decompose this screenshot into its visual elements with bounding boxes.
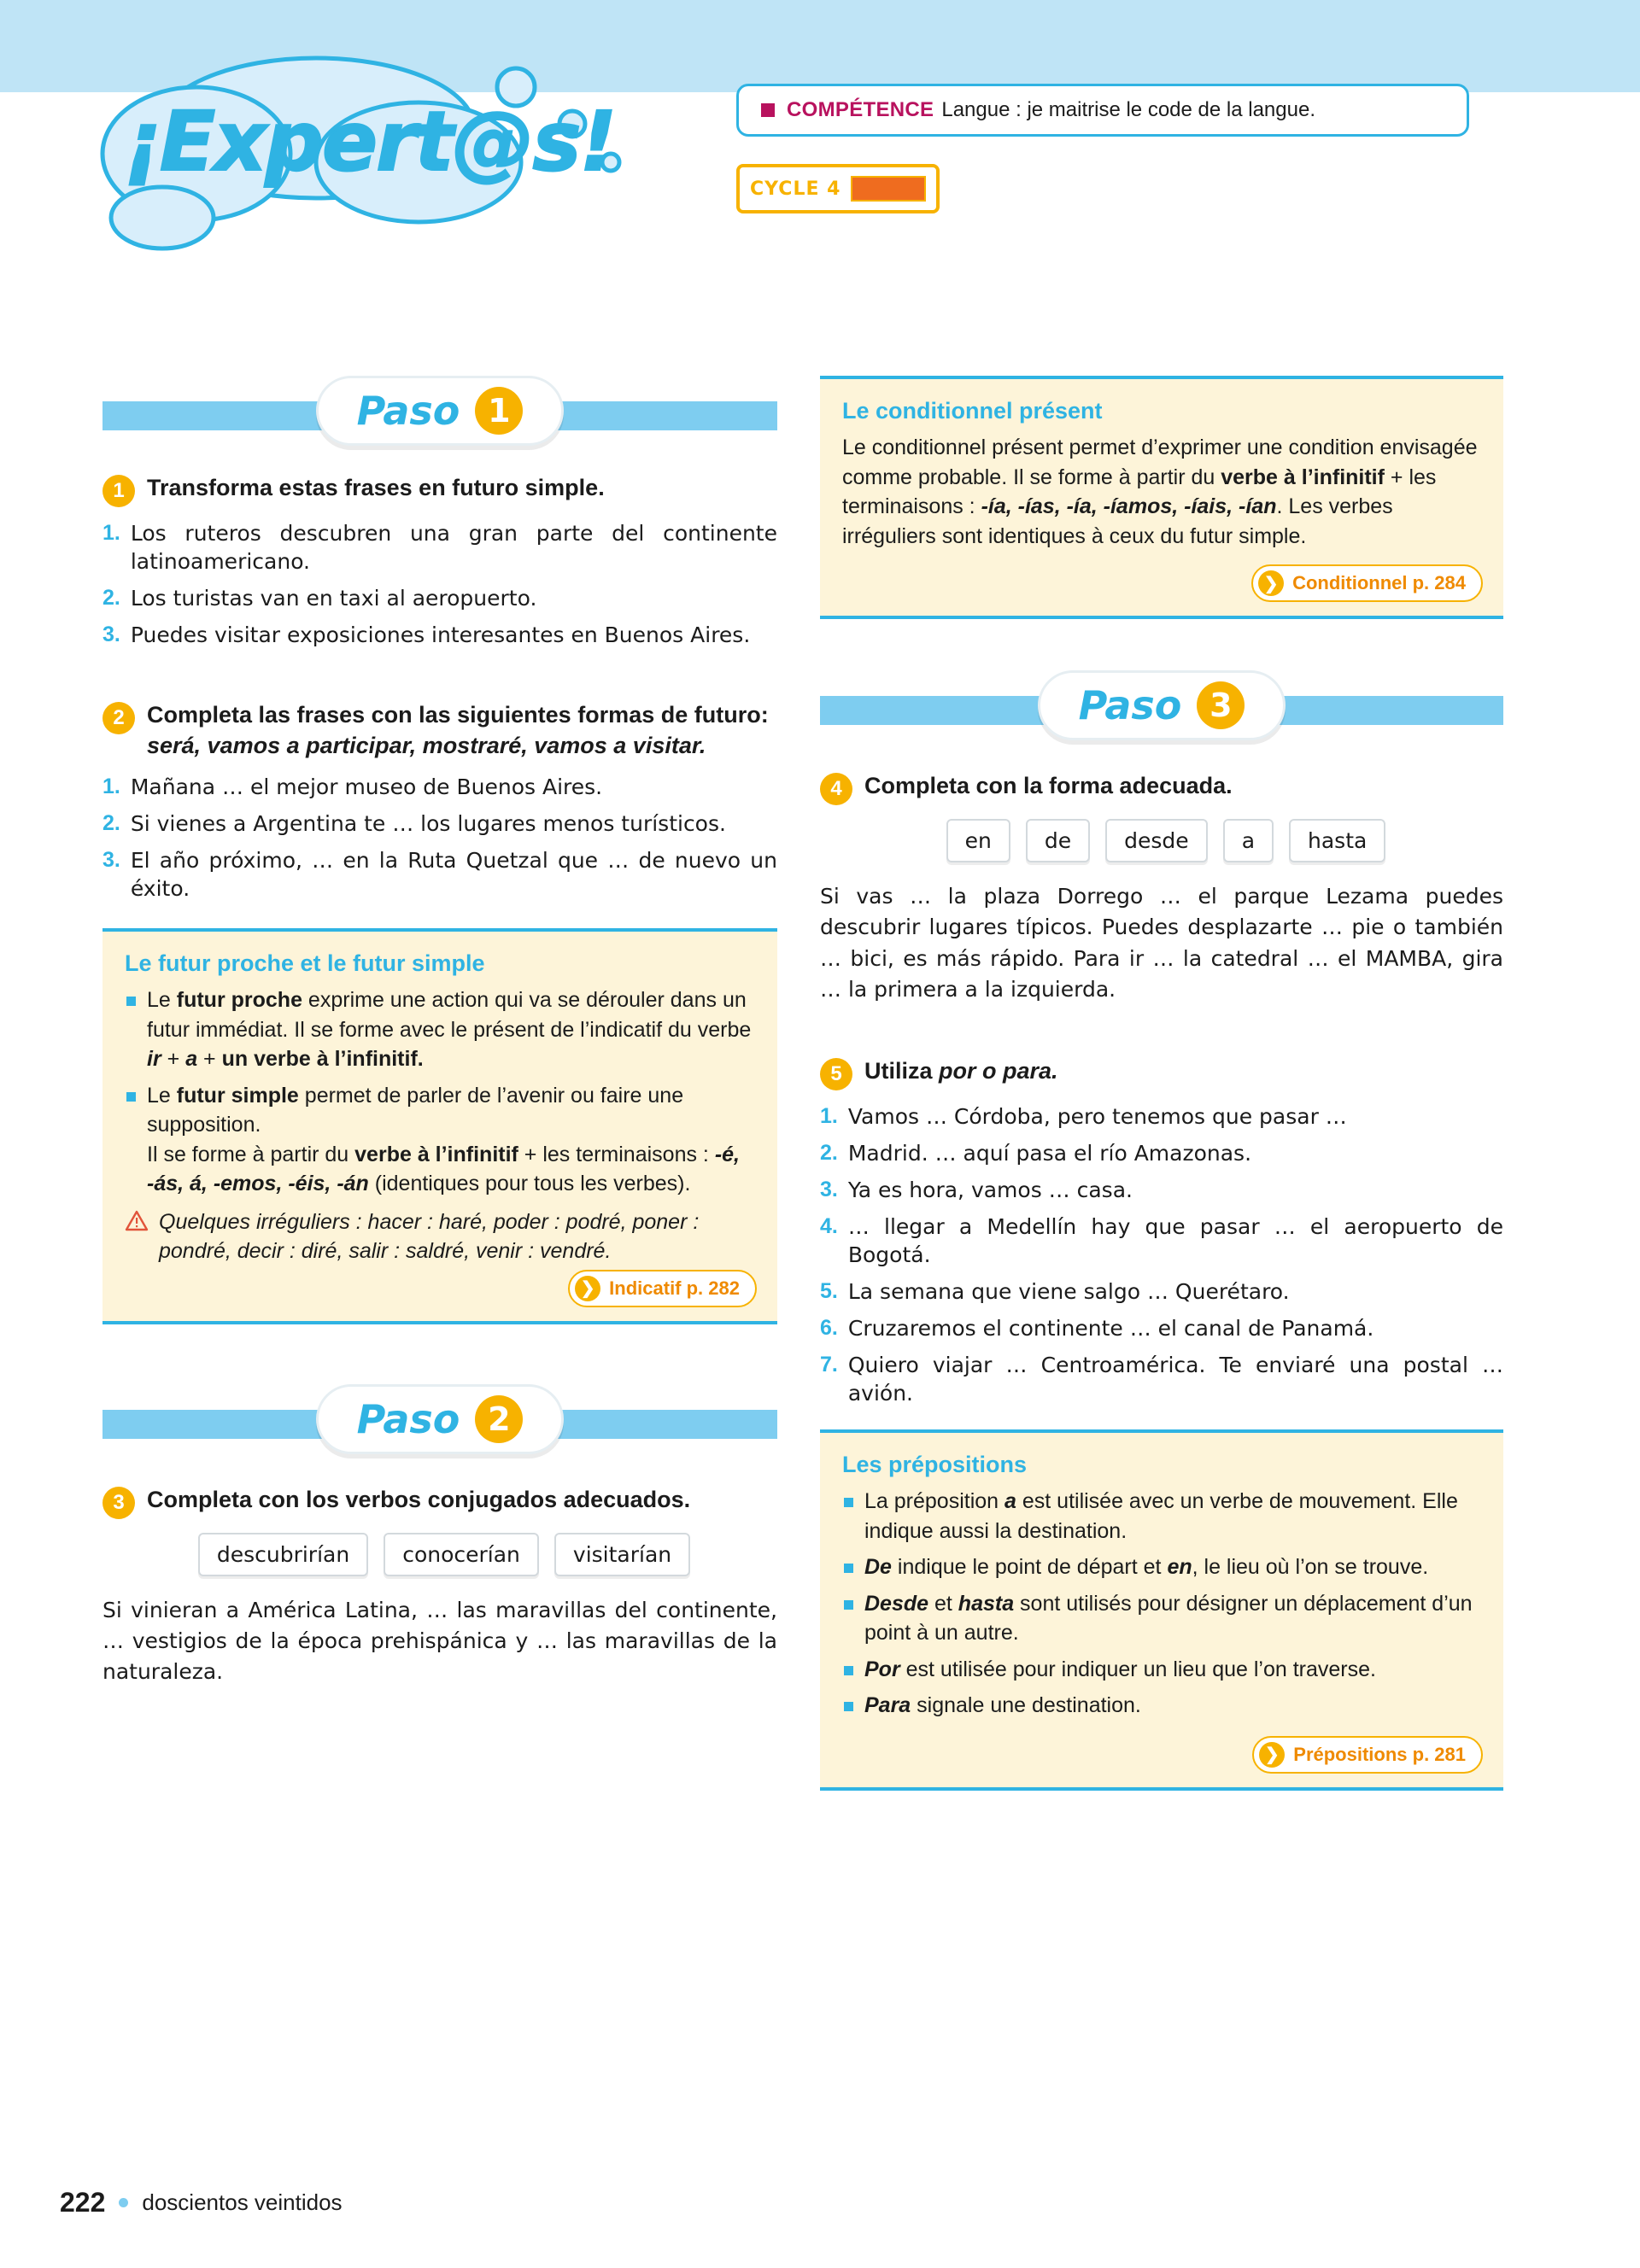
footer-dot-icon: [119, 2198, 128, 2207]
text-run-bold-italic: -ía, -ías, -ía, -íamos, -íais, -ían: [981, 494, 1277, 518]
text-run: Le: [147, 1083, 177, 1108]
word-chip[interactable]: hasta: [1289, 819, 1385, 862]
logo-text: ¡Expert@s!: [124, 94, 616, 190]
list-item: [102, 846, 777, 903]
grammar-bullet: [842, 1655, 1481, 1685]
exercise-3-head: [102, 1485, 777, 1519]
word-chip[interactable]: en: [946, 819, 1010, 862]
list-item: [820, 1277, 1503, 1306]
exercise-5: [820, 1056, 1503, 1407]
item-text: Puedes visitar exposiciones interesantes en Buenos Aires.: [130, 623, 751, 647]
text-run: Le: [147, 988, 177, 1013]
exercise-title: Completa con la forma adecuada.: [864, 773, 1233, 798]
cycle-label: CYCLE 4: [750, 178, 841, 200]
text-run: La préposition: [864, 1489, 1005, 1513]
text-run: +: [197, 1047, 222, 1072]
grammar-bullet: [842, 1589, 1481, 1648]
paso-pill: [316, 376, 564, 446]
warning-triangle-icon: [125, 1210, 149, 1232]
item-index: 3.: [820, 1178, 838, 1201]
paso-3-header: [820, 670, 1503, 749]
competence-text: Langue : je maitrise le code de la langue.: [941, 98, 1315, 121]
exercise-1-list: [102, 519, 777, 649]
item-text: La semana que viene salgo … Querétaro.: [847, 1279, 1290, 1304]
reference-label: Indicatif p. 282: [609, 1277, 740, 1299]
item-text: Si vienes a Argentina te … los lugares menos turísticos.: [130, 811, 726, 837]
chevron-right-icon: ❯: [1258, 570, 1284, 596]
reference-link-indicatif[interactable]: [568, 1270, 757, 1307]
list-item: [102, 519, 777, 576]
grammar-bullet: [842, 1691, 1481, 1721]
square-bullet-icon: [761, 103, 775, 117]
grammar-bullet-list: [842, 1487, 1481, 1721]
text-run: signale une destination.: [911, 1693, 1141, 1717]
word-chip[interactable]: de: [1026, 819, 1090, 862]
text-run-bold-italic: hasta: [958, 1591, 1015, 1616]
list-item: [820, 1213, 1503, 1269]
page-footer: [60, 2187, 343, 2218]
page-number: 222: [60, 2187, 106, 2218]
word-chip[interactable]: conocerían: [384, 1533, 539, 1576]
exercise-2-head: [102, 700, 777, 761]
reference-label: Conditionnel p. 284: [1292, 572, 1466, 593]
list-item: [820, 1102, 1503, 1131]
item-index: 1.: [102, 775, 120, 799]
word-bank-exercise-4: [829, 819, 1503, 862]
item-index: 6.: [820, 1316, 838, 1340]
exercise-number: 5: [820, 1058, 852, 1090]
list-item: [102, 810, 777, 838]
item-index: 2.: [102, 586, 120, 610]
item-index: 1.: [102, 521, 120, 545]
chevron-right-icon: ❯: [575, 1276, 600, 1301]
brand-logo: [60, 34, 675, 299]
item-text: Ya es hora, vamos … casa.: [847, 1178, 1133, 1202]
word-chip[interactable]: a: [1223, 819, 1274, 862]
cycle-badge: [736, 164, 940, 213]
list-item: [820, 1351, 1503, 1407]
paso-pill: [316, 1384, 564, 1454]
competence-label: COMPÉTENCE: [787, 98, 934, 121]
text-run-bold: futur simple: [176, 1083, 299, 1108]
text-run-bold-italic: a: [1004, 1489, 1016, 1513]
grammar-bullet: [842, 1487, 1481, 1546]
item-text: Quiero viajar … Centroamérica. Te enviaré una postal … avión.: [847, 1353, 1503, 1406]
grammar-bullet: [125, 985, 755, 1074]
grammar-bullet: [842, 1552, 1481, 1582]
item-text: Mañana … el mejor museo de Buenos Aires.: [130, 775, 603, 800]
item-text: Vamos … Córdoba, pero tenemos que pasar …: [847, 1104, 1347, 1129]
item-index: 3.: [102, 848, 120, 873]
left-column: [102, 376, 777, 1710]
word-chip[interactable]: visitarían: [554, 1533, 690, 1576]
exercise-title-emphasis: por o para.: [939, 1058, 1058, 1084]
text-run-bold: verbe à l’infinitif: [354, 1142, 518, 1166]
text-run-bold: un verbe à l’infinitif.: [221, 1047, 424, 1072]
grammar-box-prepositions: [820, 1429, 1503, 1791]
word-bank-exercise-3: [111, 1533, 777, 1576]
item-index: 3.: [102, 623, 120, 646]
item-text: Madrid. … aquí pasa el río Amazonas.: [847, 1141, 1252, 1166]
chevron-right-icon: ❯: [1259, 1742, 1285, 1768]
item-text: Los turistas van en taxi al aeropuerto.: [130, 586, 537, 611]
exercise-4-head: [820, 771, 1503, 805]
text-run-bold-italic: Por: [864, 1657, 900, 1681]
exercise-3: [102, 1485, 777, 1688]
exercise-number: 2: [102, 702, 135, 734]
exercise-title: [147, 700, 777, 761]
paso-2-header: [102, 1384, 777, 1463]
right-column: [820, 376, 1503, 1813]
exercise-title: Completa con los verbos conjugados adecuados.: [147, 1486, 691, 1512]
list-item: [102, 773, 777, 801]
grammar-box-title: Le futur proche et le futur simple: [125, 950, 485, 977]
list-item: [820, 1176, 1503, 1204]
exercise-5-head: [820, 1056, 1503, 1090]
paso-word: Paso: [1078, 682, 1182, 728]
grammar-box-conditionnel: [820, 376, 1503, 619]
exercise-3-paragraph: Si vinieran a América Latina, … las maravillas del continente, … vestigios de la época prehispánica y … las maravillas de la naturaleza.: [102, 1597, 777, 1685]
exercise-1-head: [102, 473, 777, 507]
exercise-2-list: [102, 773, 777, 903]
grammar-box-title: Le conditionnel présent: [842, 398, 1103, 424]
text-run: et: [928, 1591, 958, 1616]
text-run: indique le point de départ et: [891, 1555, 1168, 1579]
text-run-bold: futur proche: [176, 988, 302, 1013]
reference-link-conditionnel[interactable]: [1251, 564, 1483, 602]
exercise-1: [102, 473, 777, 649]
text-run: , le lieu où l’on se trouve.: [1192, 1555, 1429, 1579]
item-index: 4.: [820, 1214, 838, 1238]
word-chip[interactable]: desde: [1105, 819, 1208, 862]
paso-number: 1: [475, 387, 523, 435]
list-item: [820, 1314, 1503, 1342]
paso-word: Paso: [356, 388, 460, 434]
cycle-progress-bar: [851, 176, 926, 202]
reference-link-prepositions[interactable]: [1252, 1736, 1483, 1774]
text-run-bold-italic: a: [185, 1047, 198, 1072]
list-item: [820, 1139, 1503, 1167]
word-chip[interactable]: descubrirían: [198, 1533, 368, 1576]
grammar-warning: [125, 1207, 755, 1266]
list-item: [102, 584, 777, 612]
list-item: [102, 621, 777, 649]
paso-number: 3: [1197, 681, 1245, 729]
text-run: Le conditionnel présent permet d’exprimer une condition envisagée comme probable. Il se forme à partir du: [842, 435, 1478, 489]
grammar-bullet: [125, 1081, 755, 1199]
item-text: Cruzaremos el continente … el canal de Panamá.: [847, 1316, 1374, 1341]
exercise-number: 1: [102, 475, 135, 507]
grammar-box-title: Les prépositions: [842, 1452, 1028, 1477]
text-run-bold-italic: -é, -ás, á, -emos, -éis, -án: [147, 1142, 741, 1196]
grammar-box-futur: [102, 928, 777, 1324]
exercise-number: 4: [820, 773, 852, 805]
text-run-bold: verbe à l’infinitif: [1221, 465, 1385, 489]
text-run-bold-italic: en: [1167, 1555, 1192, 1579]
exercise-title-text: Completa las frases con las siguientes formas de futuro:: [147, 702, 769, 728]
paso-number: 2: [475, 1395, 523, 1443]
competence-banner: [736, 84, 1469, 137]
exercise-2: [102, 700, 777, 903]
item-index: 7.: [820, 1353, 838, 1377]
exercise-title: [864, 1056, 1058, 1087]
paso-1-header: [102, 376, 777, 454]
reference-label: Prépositions p. 281: [1293, 1743, 1466, 1765]
text-run: sont utilisés pour désigner un déplacement d’un point à un autre.: [864, 1591, 1473, 1645]
text-run: exprime une action qui va se dérouler dans un futur immédiat. Il se forme avec le présent de l’indicatif du verbe: [147, 988, 752, 1042]
item-text: … llegar a Medellín hay que pasar … el aeropuerto de Bogotá.: [847, 1214, 1503, 1267]
item-index: 5.: [820, 1279, 838, 1303]
text-run: +: [161, 1047, 186, 1072]
exercise-title: Transforma estas frases en futuro simple.: [147, 475, 605, 500]
grammar-paragraph: [842, 433, 1481, 551]
exercise-number: 3: [102, 1487, 135, 1519]
text-run-bold-italic: ir: [147, 1047, 161, 1072]
item-index: 1.: [820, 1104, 838, 1128]
text-run: (identiques pour tous les verbes).: [368, 1172, 691, 1196]
text-run: est utilisée avec un verbe de mouvement. Elle indique aussi la destination.: [864, 1489, 1458, 1543]
warning-text: Quelques irréguliers : hacer : haré, poder : podré, poner : pondré, decir : diré, salir : saldré, venir : vendré.: [159, 1209, 700, 1264]
item-index: 2.: [820, 1141, 838, 1165]
item-index: 2.: [102, 811, 120, 836]
text-run-bold-italic: De: [864, 1555, 892, 1579]
text-run-bold-italic: Para: [864, 1693, 911, 1717]
paso-word: Paso: [356, 1395, 460, 1442]
text-run: + les terminaisons :: [842, 465, 1437, 518]
text-run: . Les verbes irréguliers sont identiques à ceux du futur simple.: [842, 494, 1393, 548]
text-run-bold-italic: Desde: [864, 1591, 929, 1616]
exercise-5-list: [820, 1102, 1503, 1407]
exercise-title-emphasis: será, vamos a participar, mostraré, vamos a visitar.: [147, 732, 706, 758]
exercise-title-text: Utiliza: [864, 1058, 940, 1084]
item-text: El año próximo, … en la Ruta Quetzal que … de nuevo un éxito.: [130, 848, 777, 902]
text-run: Il se forme à partir du: [147, 1142, 355, 1166]
exercise-4-paragraph: Si vas … la plaza Dorrego … el parque Lezama puedes descubrir lugares típicos. Puedes desplazarte … pie o también … bici, es más rápido. Para ir … la catedral … el MAMBA, gira … la primera a la izquierda.: [820, 884, 1503, 1002]
text-run: + les terminaisons :: [518, 1142, 715, 1166]
paso-pill: [1038, 670, 1286, 740]
exercise-4: [820, 771, 1503, 1005]
text-run: est utilisée pour indiquer un lieu que l’on traverse.: [899, 1657, 1376, 1681]
page-number-word: doscientos veintidos: [142, 2189, 343, 2215]
item-text: Los ruteros descubren una gran parte del continente latinoamericano.: [130, 521, 777, 574]
grammar-bullet-list: [125, 985, 755, 1199]
text-run: permet de parler de l’avenir ou faire une supposition.: [147, 1083, 684, 1137]
